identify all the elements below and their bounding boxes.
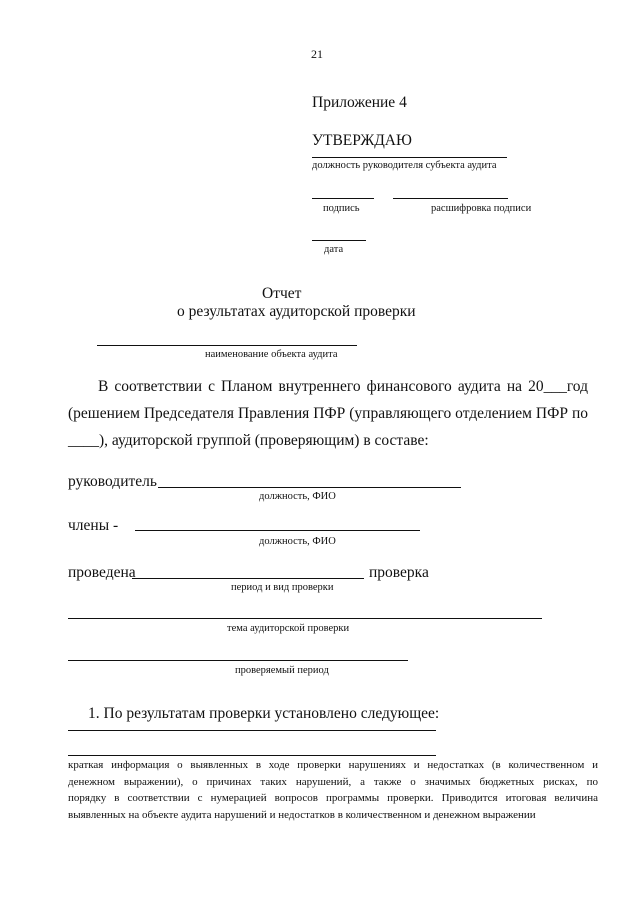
page-number: 21: [311, 47, 323, 61]
results-note-line: денежном выражении), о причинах таких нарушений, а также о значимых бюджетных рисках, по: [68, 775, 598, 788]
audit-object-line: [97, 345, 357, 346]
position-caption: должность руководителя субъекта аудита: [312, 160, 497, 171]
topic-line: [68, 618, 542, 619]
report-subtitle: о результатах аудиторской проверки: [177, 303, 416, 320]
members-label: члены -: [68, 517, 119, 534]
position-line: [312, 157, 507, 158]
results-note: [68, 757, 598, 823]
topic-caption: тема аудиторской проверки: [227, 623, 350, 634]
conducted-label: проведена: [68, 564, 136, 581]
results-note-line: порядку в соответствии с нумерацией вопросов программы проверки. Приводится итоговая величина: [68, 792, 598, 804]
results-heading: 1. По результатам проверки установлено следующее:: [88, 705, 440, 722]
head-line: [158, 487, 461, 488]
conducted-caption: период и вид проверки: [231, 582, 334, 593]
report-title: Отчет: [262, 285, 302, 302]
appendix-label: Приложение 4: [312, 94, 407, 111]
audit-object-caption: наименование объекта аудита: [205, 349, 338, 360]
conducted-suffix: проверка: [369, 564, 429, 581]
results-line-1: [68, 730, 436, 731]
signature-caption: подпись: [323, 203, 360, 214]
period-line: [68, 660, 408, 661]
period-caption: проверяемый период: [235, 665, 329, 676]
date-line: [312, 240, 366, 241]
approve-label: УТВЕРЖДАЮ: [312, 132, 412, 149]
results-note-line: краткая информация о выявленных в ходе проверки нарушениях и недостатках (в количественном и: [68, 759, 598, 771]
intro-paragraph: [68, 373, 588, 454]
conducted-line: [132, 578, 364, 579]
signature-line: [312, 198, 374, 199]
date-caption: дата: [324, 244, 344, 255]
signature-decoding-caption: расшифровка подписи: [431, 203, 532, 214]
intro-line: ____), аудиторской группой (проверяющим) в составе:: [68, 432, 429, 449]
members-line: [135, 530, 420, 531]
head-label: руководитель: [68, 473, 157, 490]
results-line-2: [68, 755, 436, 756]
signature-decoding-line: [393, 198, 508, 199]
head-caption: должность, ФИО: [259, 491, 336, 502]
intro-line: (решением Председателя Правления ПФР (управляющего отделением ПФР по: [68, 405, 588, 422]
intro-line: В соответствии с Планом внутреннего финансового аудита на 20___год: [98, 378, 588, 395]
results-note-line: выявленных на объекте аудита нарушений и недостатков в количественном и денежном выражении: [68, 808, 536, 821]
members-caption: должность, ФИО: [259, 536, 336, 547]
